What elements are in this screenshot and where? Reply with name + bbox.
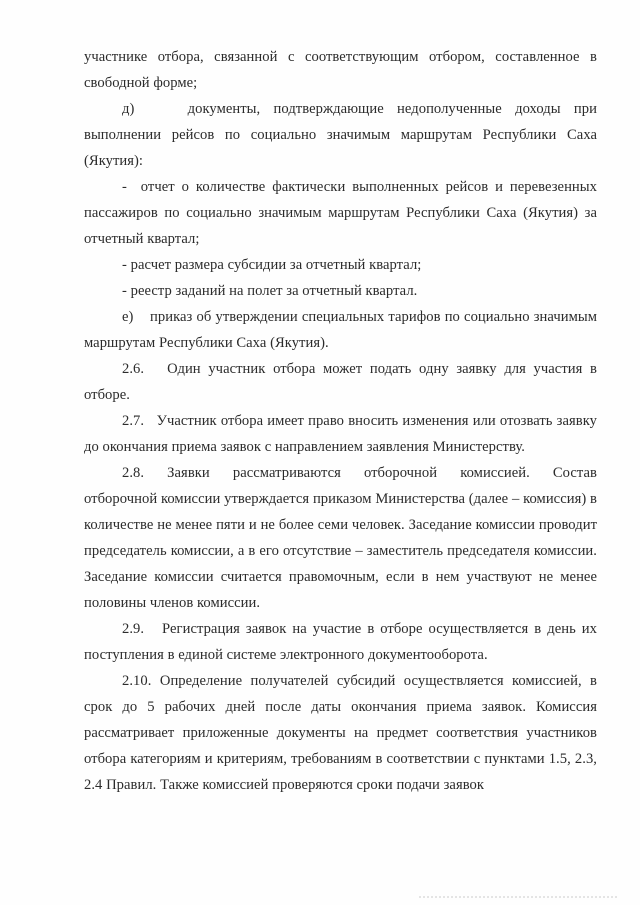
paragraph-2-7: 2.7. Участник отбора имеет право вносить изменения или отозвать заявку до окончания приема заявок с направлением заявления Министерству. [84,413,601,455]
paragraph-flight-registry: - реестр заданий на полет за отчетный квартал. [122,283,418,299]
paragraph-2-9: 2.9. Регистрация заявок на участие в отборе осуществляется в день их поступления в единой системе электронного документооборота. [84,621,601,663]
paragraph-2-10: 2.10. Определение получателей субсидий осуществляется комиссией, в срок до 5 рабочих дней после даты окончания приема заявок. Комиссия рассматривает приложенные документы на предмет соответствия участников отбора категориям и критериям, требованиям в соответствии с пунктами 1.5, 2.3, 2.4 Правил. Также комиссией проверяются сроки подачи заявок [84,673,601,793]
paragraph-subsidy-calc: - расчет размера субсидии за отчетный квартал; [122,257,422,273]
paragraph-2-8: 2.8. Заявки рассматриваются отборочной комиссией. Состав отборочной комиссии утверждается приказом Министерства (далее – комиссия) в количестве не менее пяти и не более семи человек. Заседание комиссии проводит председатель комиссии, а в его отсутствие – заместитель председателя комиссии. Заседание комиссии считается правомочным, если в нем участвуют не менее половины членов комиссии. [84,465,601,611]
paragraph-item-d: д) документы, подтверждающие недополученные доходы при выполнении рейсов по социально значимым маршрутам Республики Саха (Якутия): [84,101,601,169]
document-body [84,44,601,798]
paragraph-report-flights: - отчет о количестве фактически выполненных рейсов и перевезенных пассажиров по социально значимым маршрутам Республики Саха (Якутия) за отчетный квартал; [84,179,601,247]
paragraph-2-6: 2.6. Один участник отбора может подать одну заявку для участия в отборе. [84,361,601,403]
paragraph-item-e: е) приказ об утверждении специальных тарифов по социально значимым маршрутам Республики Саха (Якутия). [84,309,601,351]
paragraph-0: участнике отбора, связанной с соответствующим отбором, составленное в свободной форме; [84,49,601,91]
scan-artifact-dots [418,895,618,899]
